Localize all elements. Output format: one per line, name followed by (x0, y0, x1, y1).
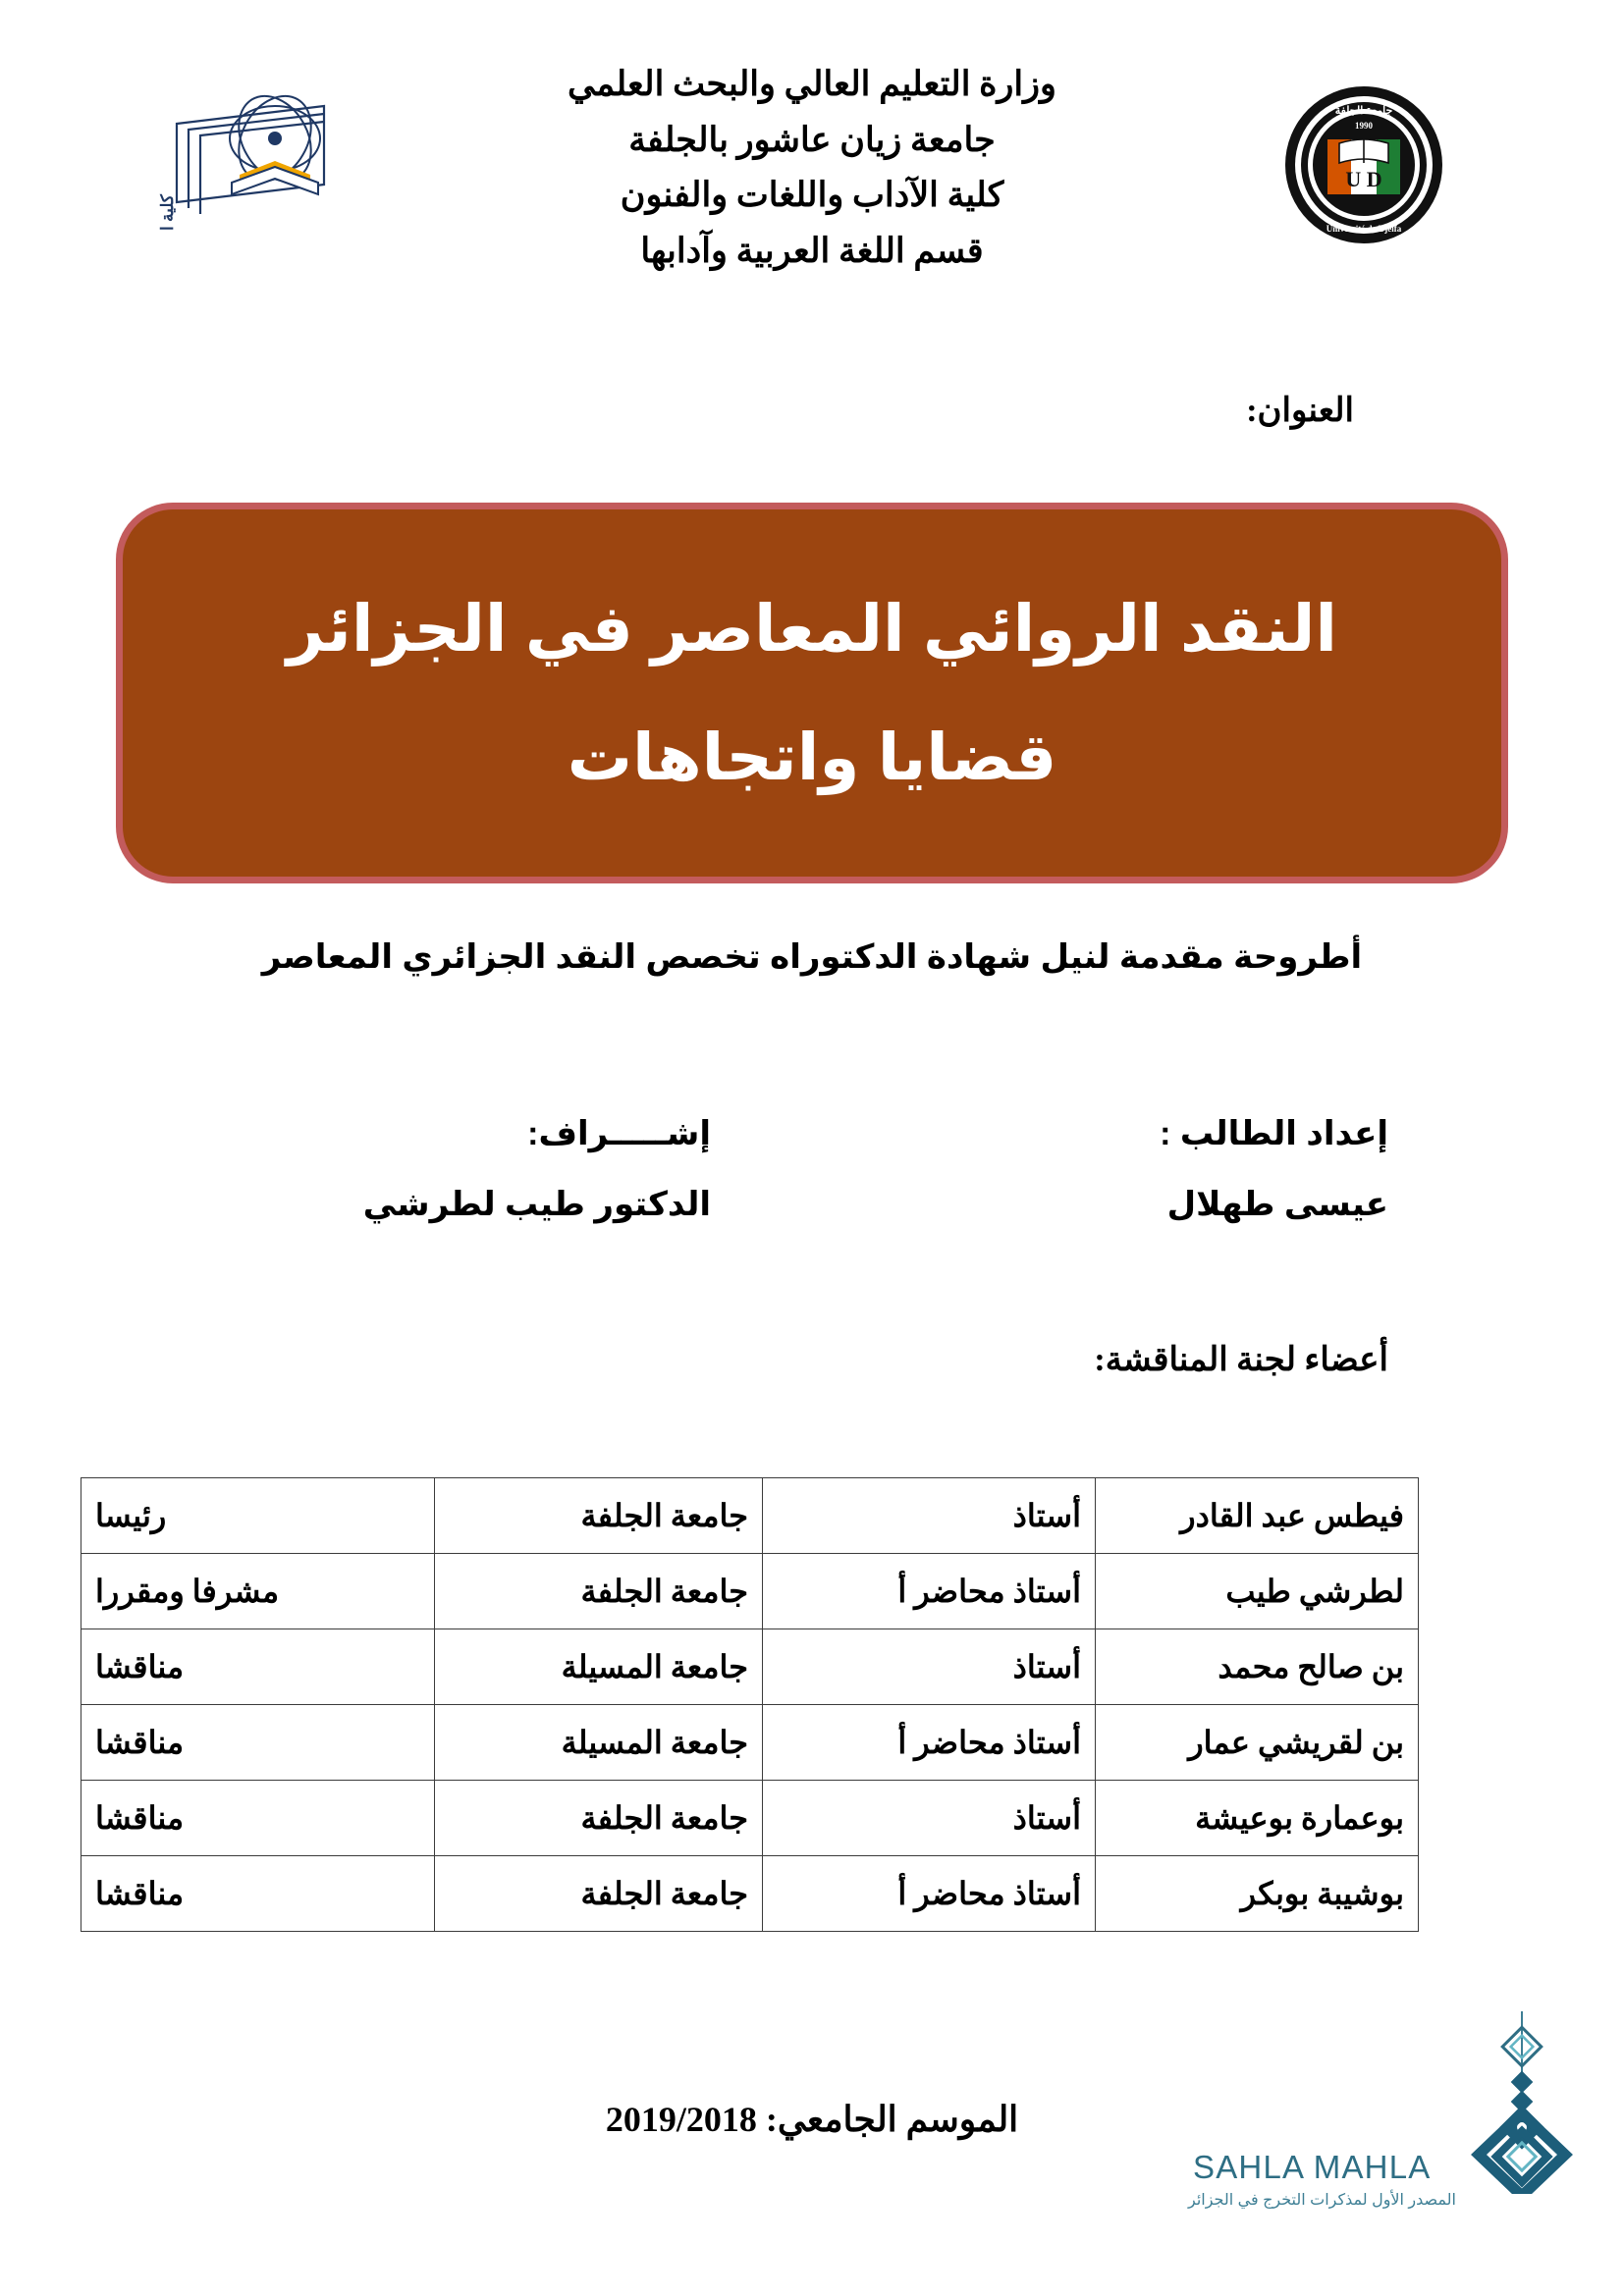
committee-member-name: بوعمارة بوعيشة (1096, 1781, 1419, 1856)
page-header (0, 57, 1624, 361)
table-row (81, 1856, 1419, 1932)
student-label: إعداد الطالب : (1160, 1115, 1388, 1152)
supervisor-label: إشـــــراف: (527, 1115, 711, 1152)
student-block (1160, 1114, 1388, 1224)
supervisor-block (363, 1114, 711, 1224)
committee-label: أعضاء لجنة المناقشة: (1094, 1342, 1388, 1378)
committee-member-university: جامعة المسيلة (435, 1705, 763, 1781)
svg-text:U D: U D (1345, 167, 1382, 191)
thesis-title-main: النقد الروائي المعاصر في الجزائر (287, 592, 1337, 666)
committee-member-rank: أستاذ محاضر أ (763, 1705, 1096, 1781)
svg-text:جامعة الجلفة: جامعة الجلفة (1334, 105, 1393, 117)
committee-member-rank: أستاذ محاضر أ (763, 1856, 1096, 1932)
committee-member-university: جامعة الجلفة (435, 1781, 763, 1856)
watermark-tagline: المصدر الأول لمذكرات التخرج في الجزائر (1187, 2192, 1456, 2209)
committee-table (81, 1477, 1419, 1932)
committee-member-name: بن لقريشي عمار (1096, 1705, 1419, 1781)
diamond-ornament-icon (1463, 2007, 1581, 2194)
header-line-department: قسم اللغة العربية وآدابها (640, 232, 984, 271)
supervisor-name: الدكتور طيب لطرشي (362, 1186, 711, 1223)
thesis-title-sub: قضايا واتجاهات (567, 721, 1057, 793)
svg-text:كلية الآداب: كلية الآداب (158, 194, 177, 232)
committee-member-role: مناقشا (81, 1705, 435, 1781)
committee-member-university: جامعة المسيلة (435, 1629, 763, 1705)
table-row (81, 1781, 1419, 1856)
thesis-title-box (116, 503, 1508, 883)
table-row (81, 1629, 1419, 1705)
header-line-faculty: كلية الآداب واللغات والفنون (620, 176, 1004, 215)
student-name: عيسى طهلال (1166, 1186, 1388, 1223)
committee-member-university: جامعة الجلفة (435, 1856, 763, 1932)
svg-text:Université de Djelfa: Université de Djelfa (1326, 224, 1402, 234)
committee-member-rank: أستاذ (763, 1478, 1096, 1554)
header-line-ministry: وزارة التعليم العالي والبحث العلمي (568, 65, 1056, 103)
authorship-section (0, 1114, 1624, 1252)
sahla-mahla-watermark (1187, 2007, 1586, 2233)
committee-member-name: بن صالح محمد (1096, 1629, 1419, 1705)
committee-member-role: مشرفا ومقررا (81, 1554, 435, 1629)
committee-member-name: لطرشي طيب (1096, 1554, 1419, 1629)
committee-member-role: مناقشا (81, 1856, 435, 1932)
committee-member-rank: أستاذ (763, 1629, 1096, 1705)
table-row (81, 1554, 1419, 1629)
committee-member-role: مناقشا (81, 1781, 435, 1856)
academic-year-value: 2019/2018 (605, 2100, 757, 2139)
table-row (81, 1478, 1419, 1554)
thesis-description: أطروحة مقدمة لنيل شهادة الدكتوراه تخصص النقد الجزائري المعاصر (261, 938, 1363, 976)
committee-member-university: جامعة الجلفة (435, 1554, 763, 1629)
committee-member-name: بوشيبة بوبكر (1096, 1856, 1419, 1932)
academic-year-label: الموسم الجامعي: (765, 2100, 1019, 2139)
watermark-brand: SAHLA MAHLA (1193, 2149, 1432, 2185)
watermark-text-group (1187, 2149, 1458, 2210)
committee-member-rank: أستاذ محاضر أ (763, 1554, 1096, 1629)
svg-text:1990: 1990 (1355, 121, 1373, 131)
committee-table-wrapper (95, 1477, 1419, 1932)
table-row (81, 1705, 1419, 1781)
committee-member-rank: أستاذ (763, 1781, 1096, 1856)
committee-member-role: مناقشا (81, 1629, 435, 1705)
header-line-university: جامعة زيان عاشور بالجلفة (628, 120, 996, 159)
title-label: العنوان: (1246, 393, 1354, 429)
committee-member-name: فيطس عبد القادر (1096, 1478, 1419, 1554)
committee-member-role: رئيسا (81, 1478, 435, 1554)
committee-member-university: جامعة الجلفة (435, 1478, 763, 1554)
